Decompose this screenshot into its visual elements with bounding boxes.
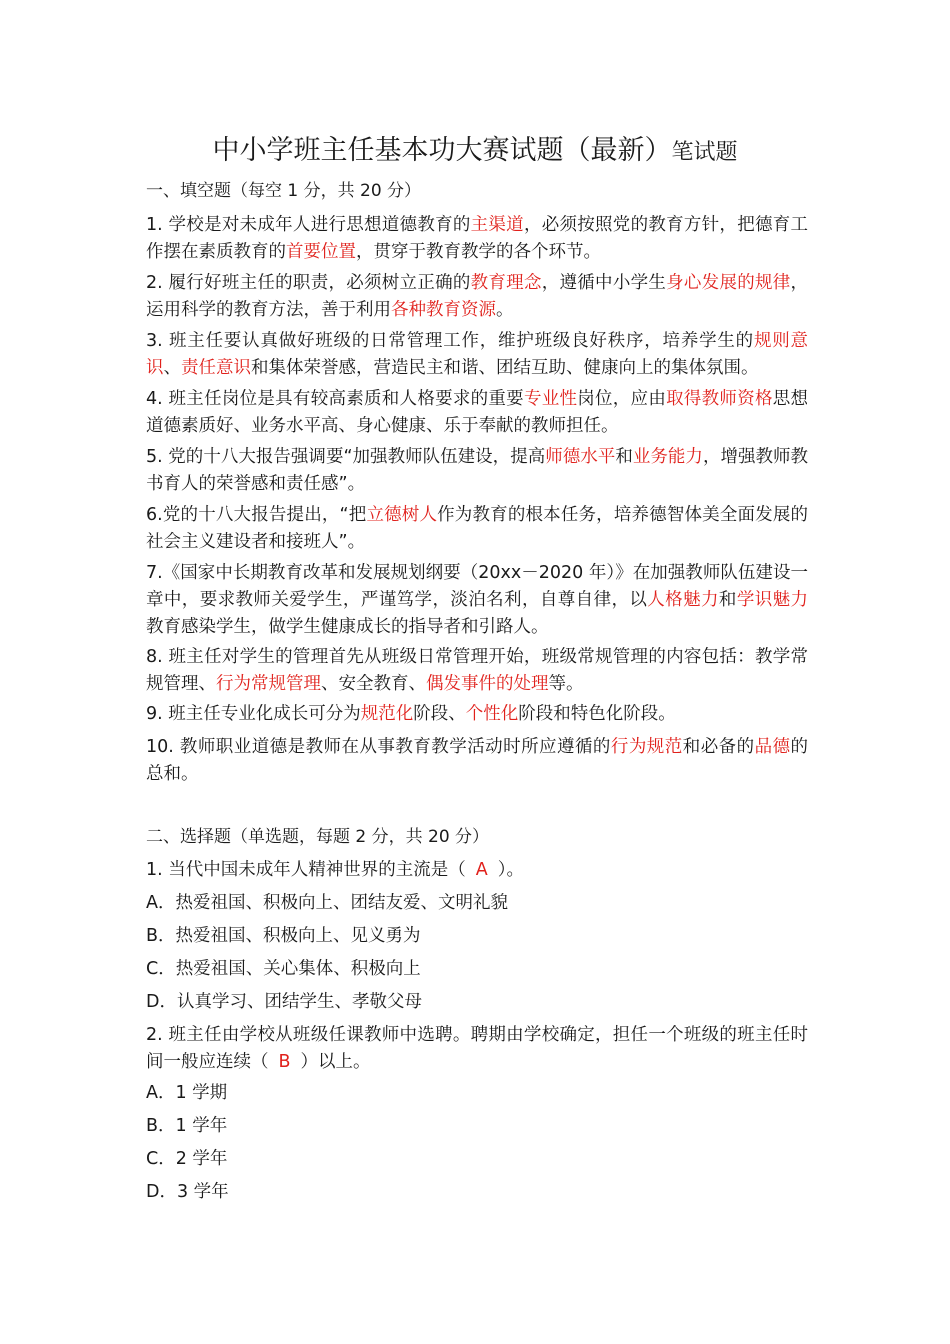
section1-heading: 一、填空题（每空 1 分，共 20 分）	[146, 181, 422, 201]
option: A．1 学期	[146, 1083, 228, 1103]
choice-question-1: 1. 当代中国未成年人精神世界的主流是（ A ）。	[146, 860, 524, 880]
fill-question-6: 6.党的十八大报告提出，“把立德树人作为教育的根本任务，培养德智体美全面发展的社会主义建设者和接班人”。	[146, 505, 809, 552]
answer: 偶发事件的处理	[426, 674, 549, 694]
option: C．热爱祖国、关心集体、积极向上	[146, 959, 421, 979]
option: D．3 学年	[146, 1182, 229, 1202]
answer: 立德树人	[366, 505, 438, 525]
title-main: 中小学班主任基本功大赛试题（最新）	[212, 135, 672, 166]
answer: 业务能力	[632, 447, 703, 467]
answer: 取得教师资格	[666, 389, 773, 409]
fill-question-9: 9. 班主任专业化成长可分为规范化阶段、个性化阶段和特色化阶段。	[146, 704, 676, 724]
answer: 规则意识	[146, 331, 808, 378]
option: B．1 学年	[146, 1116, 228, 1136]
fill-question-4: 4. 班主任岗位是具有较高素质和人格要求的重要专业性岗位，应由取得教师资格思想道德素质好、业务水平高、身心健康、乐于奉献的教师担任。	[146, 389, 809, 436]
fill-question-1: 1. 学校是对未成年人进行思想道德教育的主渠道，必须按照党的教育方针，把德育工作摆在素质教育的首要位置，贯穿于教育教学的各个环节。	[146, 215, 809, 262]
answer: 责任意识	[181, 358, 251, 378]
answer: 各种教育资源	[391, 300, 496, 320]
answer: A	[475, 860, 488, 880]
fill-question-2: 2. 履行好班主任的职责，必须树立正确的教育理念，遵循中小学生身心发展的规律，运用科学的教育方法，善于利用各种教育资源。	[146, 273, 809, 320]
option: C．2 学年	[146, 1149, 228, 1169]
title-suffix: 笔试题	[671, 140, 738, 165]
answer: 人格魅力	[647, 590, 719, 610]
page-title	[0, 133, 950, 171]
option: B．热爱祖国、积极向上、见义勇为	[146, 926, 421, 946]
fill-question-3: 3. 班主任要认真做好班级的日常管理工作，维护班级良好秩序，培养学生的规则意识、责任意识和集体荣誉感，营造民主和谐、团结互助、健康向上的集体氛围。	[146, 331, 808, 378]
answer: 教育理念	[470, 273, 542, 293]
answer: 个性化	[465, 704, 519, 724]
answer: 身心发展的规律	[666, 273, 791, 293]
answer: 主渠道	[470, 215, 524, 235]
answer: 师德水平	[545, 447, 616, 467]
fill-question-10: 10. 教师职业道德是教师在从事教育教学活动时所应遵循的行为规范和必备的品德的总和。	[146, 737, 808, 784]
fill-question-5: 5. 党的十八大报告强调要“加强教师队伍建设，提高师德水平和业务能力，增强教师教书育人的荣誉感和责任感”。	[146, 447, 809, 494]
answer: 规范化	[360, 704, 414, 724]
answer: 首要位置	[286, 242, 356, 262]
answer: 学识魅力	[736, 590, 809, 610]
fill-question-8: 8. 班主任对学生的管理首先从班级日常管理开始，班级常规管理的内容包括：教学常规管理、行为常规管理、安全教育、偶发事件的处理等。	[146, 647, 808, 694]
answer: 专业性	[523, 389, 578, 409]
choice-question-2: 2. 班主任由学校从班级任课教师中选聘。聘期由学校确定，担任一个班级的班主任时间一般应连续（ B ）以上。	[146, 1025, 808, 1072]
answer: 行为规范	[610, 737, 683, 757]
answer: 品德	[754, 737, 791, 757]
fill-question-7: 7.《国家中长期教育改革和发展规划纲要（20xx－2020 年）》在加强教师队伍建设一章中，要求教师关爱学生，严谨笃学，淡泊名利，自尊自律，以人格魅力和学识魅力教育感染学生，做学生健康成长的指导者和引路人。	[146, 563, 809, 637]
answer: 行为常规管理	[216, 674, 321, 694]
answer: B	[278, 1052, 291, 1072]
section2-heading: 二、选择题（单选题，每题 2 分，共 20 分）	[146, 827, 490, 847]
option: D．认真学习、团结学生、孝敬父母	[146, 992, 422, 1012]
option: A．热爱祖国、积极向上、团结友爱、文明礼貌	[146, 893, 508, 913]
